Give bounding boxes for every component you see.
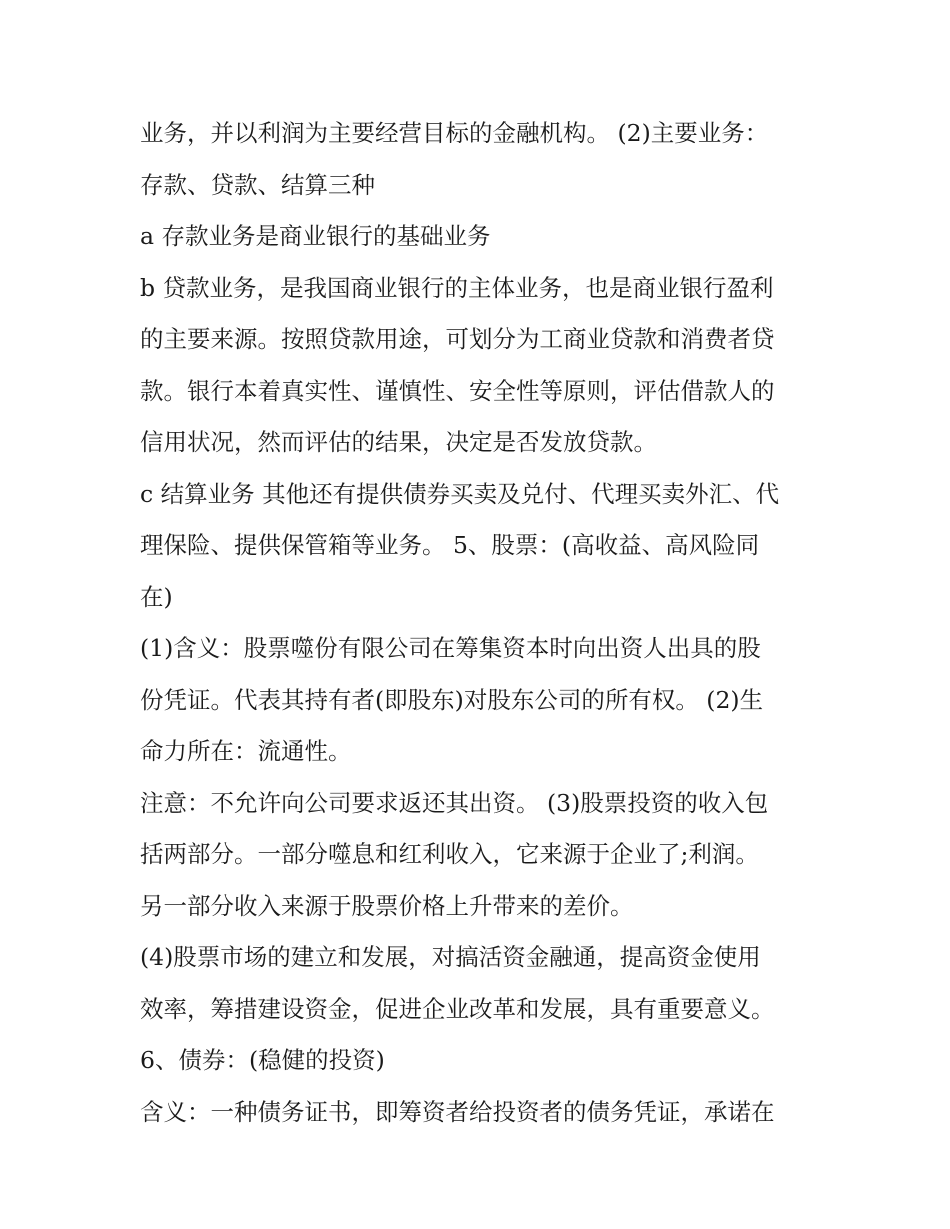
text-line: (1)含义：股票噬份有限公司在筹集资本时向出资人出具的股 [140, 634, 761, 662]
text-line: 括两部分。一部分噬息和红利收入，它来源于企业了;利润。 [140, 840, 759, 868]
text-line: c 结算业务 其他还有提供债券买卖及兑付、代理买卖外汇、代 [140, 479, 780, 508]
text-line: 命力所在：流通性。 [140, 737, 352, 765]
text-line: 存款、贷款、结算三种 [140, 170, 375, 199]
text-line: b 贷款业务，是我国商业银行的主体业务，也是商业银行盈利 [140, 273, 774, 302]
text-line: 在) [140, 582, 173, 611]
text-line: 份凭证。代表其持有者(即股东)对股东公司的所有权。 (2)生 [140, 685, 764, 714]
text-line: 业务，并以利润为主要经营目标的金融机构。 (2)主要业务： [140, 119, 769, 147]
text-line: 效率，筹措建设资金，促进企业改革和发展，具有重要意义。 [140, 994, 775, 1023]
text-line: 信用状况，然而评估的结果，决定是否发放贷款。 [140, 428, 657, 456]
text-line: (4)股票市场的建立和发展，对搞活资金融通，提高资金使用 [140, 943, 761, 971]
text-line: 6、债券：(稳健的投资) [140, 1046, 385, 1074]
text-line: 理保险、提供保管箱等业务。 5、股票：(高收益、高风险同 [140, 531, 760, 559]
document-body [140, 108, 820, 1138]
text-line: 的主要来源。按照贷款用途，可划分为工商业贷款和消费者贷 [140, 325, 775, 353]
text-line: 注意：不允许向公司要求返还其出资。 (3)股票投资的收入包 [140, 788, 769, 817]
text-line: 款。银行本着真实性、谨慎性、安全性等原则，评估借款人的 [140, 376, 775, 405]
text-line: 含义：一种债务证书，即筹资者给投资者的债务凭证，承诺在 [140, 1097, 775, 1126]
text-line: 另一部分收入来源于股票价格上升带来的差价。 [140, 891, 634, 920]
text-line: a 存款业务是商业银行的基础业务 [140, 222, 491, 250]
